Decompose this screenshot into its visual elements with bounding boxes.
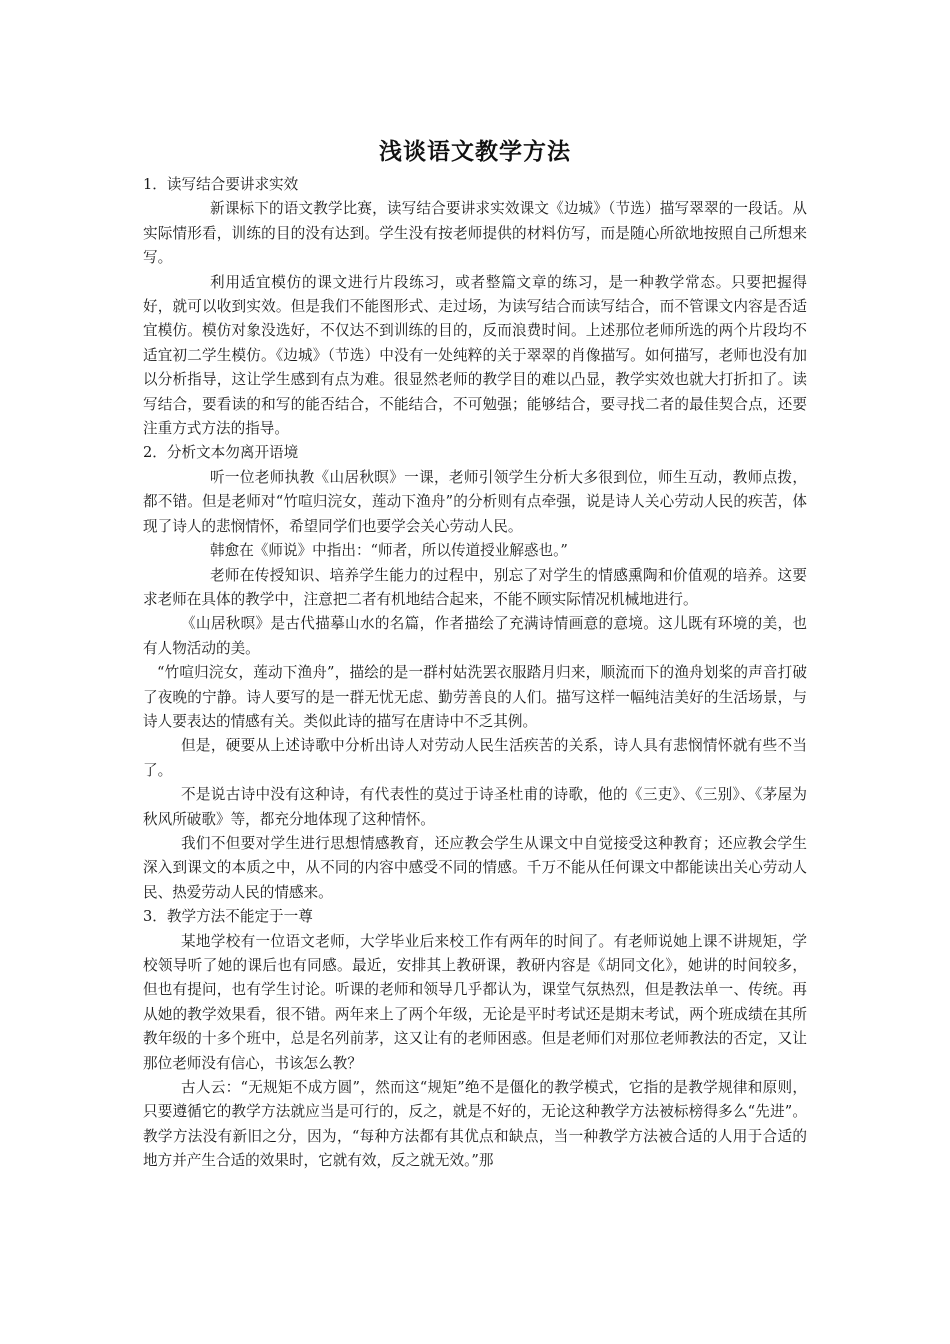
paragraph: 韩愈在《师说》中指出：“师者，所以传道授业解惑也。”	[210, 542, 568, 560]
section-heading: 2．分析文本勿离开语境	[143, 444, 299, 462]
paragraph: 古人云：“无规矩不成方圆”，然而这“规矩”绝不是僵化的教学模式，它指的是教学规律和原则，只要遵循它的教学方法就应当是可行的，反之，就是不好的，无论这种教学方法被标榜得多么“先进”。教学方法没有新旧之分，因为，“每种方法都有其优点和缺点，当一种教学方法被合适的人用于合适的地方并产生合适的效果时，它就有效，反之就无效。”那	[143, 1079, 807, 1170]
page-title: 浅谈语文教学方法	[379, 138, 571, 165]
paragraph: 某地学校有一位语文老师，大学毕业后来校工作有两年的时间了。有老师说她上课不讲规矩，学校领导听了她的课后也有同感。最近，安排其上教研课，教研内容是《胡同文化》，她讲的时间较多，但也有提问，也有学生讨论。听课的老师和领导几乎都认为，课堂气氛热烈，但是教法单一、传统。再从她的教学效果看，很不错。两年来上了两个年级，无论是平时考试还是期末考试，两个班成绩在其所教年级的十多个班中，总是名列前茅，这又让有的老师困惑。但是老师们对那位老师教法的否定，又让那位老师没有信心，书该怎么教？	[143, 932, 807, 1072]
paragraph: 但是，硬要从上述诗歌中分析出诗人对劳动人民生活疾苦的关系，诗人具有悲悯情怀就有些不当了。	[143, 737, 807, 779]
paragraph: “竹喧归浣女，莲动下渔舟”，描绘的是一群村姑洗罢衣服踏月归来，顺流而下的渔舟划桨的声音打破了夜晚的宁静。诗人要写的是一群无忧无虑、勤劳善良的人们。描写这样一幅纯洁美好的生活场景，与诗人要表达的情感有关。类似此诗的描写在唐诗中不乏其例。	[143, 664, 807, 730]
paragraph: 《山居秋暝》是古代描摹山水的名篇，作者描绘了充满诗情画意的意境。这儿既有环境的美，也有人物活动的美。	[143, 615, 807, 657]
document-body	[143, 173, 807, 1174]
paragraph: 听一位老师执教《山居秋暝》一课，老师引领学生分析大多很到位，师生互动，教师点拨，都不错。但是老师对“竹喧归浣女，莲动下渔舟”的分析则有点牵强，说是诗人关心劳动人民的疾苦，体现了诗人的悲悯情怀，希望同学们也要学会关心劳动人民。	[143, 468, 807, 535]
paragraph: 不是说古诗中没有这种诗，有代表性的莫过于诗圣杜甫的诗歌，他的《三吏》、《三别》、《茅屋为秋风所破歌》等，都充分地体现了这种情怀。	[143, 786, 807, 828]
paragraph: 老师在传授知识、培养学生能力的过程中，别忘了对学生的情感熏陶和价值观的培养。这要求老师在具体的教学中，注意把二者有机地结合起来，不能不顾实际情况机械地进行。	[143, 566, 807, 608]
paragraph: 新课标下的语文教学比赛，读写结合要讲求实效课文《边城》（节选）描写翠翠的一段话。从实际情形看，训练的目的没有达到。学生没有按老师提供的材料仿写，而是随心所欲地按照自己所想来写。	[143, 200, 807, 267]
section-heading: 1．读写结合要讲求实效	[143, 176, 299, 193]
paragraph: 利用适宜模仿的课文进行片段练习，或者整篇文章的练习，是一种教学常态。只要把握得好，就可以收到实效。但是我们不能图形式、走过场，为读写结合而读写结合，而不管课文内容是否适宜模仿。模仿对象没选好，不仅达不到训练的目的，反而浪费时间。上述那位老师所选的两个片段均不适宜初二学生模仿。《边城》（节选）中没有一处纯粹的关于翠翠的肖像描写。如何描写，老师也没有加以分析指导，这让学生感到有点为难。很显然老师的教学目的难以凸显，教学实效也就大打折扣了。读写结合，要看读的和写的能否结合，不能结合，不可勉强；能够结合，要寻找二者的最佳契合点，还要注重方式方法的指导。	[143, 273, 807, 438]
paragraph: 我们不但要对学生进行思想情感教育，还应教会学生从课文中自觉接受这种教育；还应教会学生深入到课文的本质之中，从不同的内容中感受不同的情感。千万不能从任何课文中都能读出关心劳动人民、热爱劳动人民的情感来。	[143, 834, 807, 901]
section-heading: 3．教学方法不能定于一尊	[143, 908, 313, 926]
